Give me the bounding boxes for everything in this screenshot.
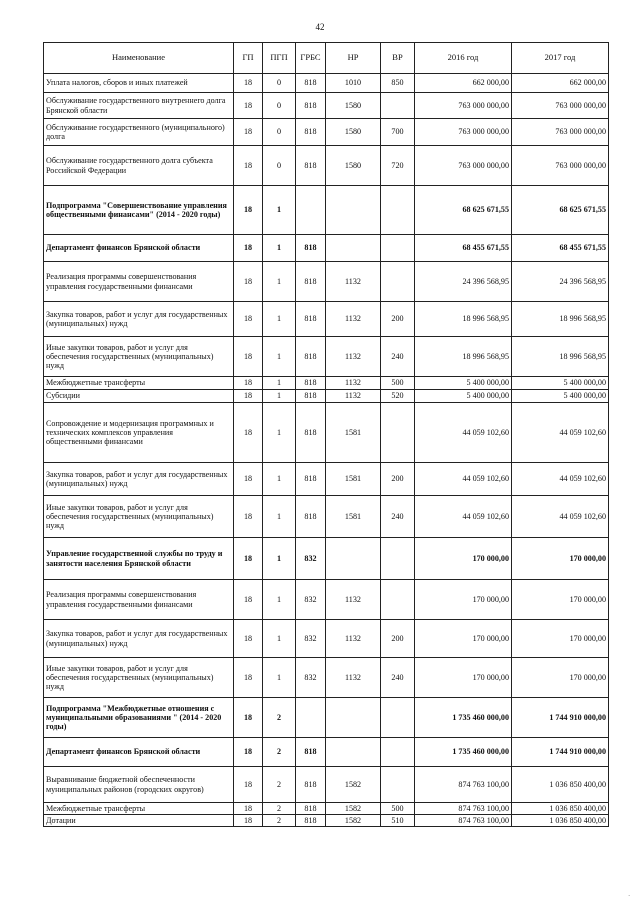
cell-nr	[326, 738, 381, 767]
page-number: 42	[315, 22, 325, 32]
cell-2017: 763 000 000,00	[512, 119, 609, 146]
cell-nr: 1581	[326, 463, 381, 496]
cell-grbs: 818	[296, 377, 326, 390]
cell-vr	[381, 93, 415, 119]
cell-name: Департамент финансов Брянской области	[44, 235, 234, 262]
cell-gp: 18	[234, 580, 263, 620]
cell-pgp: 1	[263, 620, 296, 658]
cell-nr: 1132	[326, 620, 381, 658]
table-header-row	[44, 43, 609, 74]
table-row	[44, 337, 609, 377]
cell-name: Иные закупки товаров, работ и услуг для обеспечения государственных (муниципальных) нужд	[44, 658, 234, 698]
header-name: Наименование	[44, 43, 234, 74]
table-row	[44, 119, 609, 146]
cell-name: Обслуживание государственного (муниципального) долга	[44, 119, 234, 146]
table-row	[44, 403, 609, 463]
cell-grbs: 832	[296, 658, 326, 698]
cell-name: Иные закупки товаров, работ и услуг для обеспечения государственных (муниципальных) нужд	[44, 337, 234, 377]
cell-vr: 200	[381, 463, 415, 496]
table-row	[44, 767, 609, 803]
cell-2016: 874 763 100,00	[415, 767, 512, 803]
cell-pgp: 1	[263, 496, 296, 538]
table-row	[44, 74, 609, 93]
cell-nr: 1580	[326, 119, 381, 146]
cell-gp: 18	[234, 738, 263, 767]
cell-nr: 1582	[326, 803, 381, 815]
cell-vr: 500	[381, 377, 415, 390]
cell-vr: 510	[381, 815, 415, 827]
cell-grbs	[296, 186, 326, 235]
cell-name: Выравнивание бюджетной обеспеченности муниципальных районов (городских округов)	[44, 767, 234, 803]
cell-2016: 763 000 000,00	[415, 146, 512, 186]
cell-2016: 662 000,00	[415, 74, 512, 93]
cell-gp: 18	[234, 119, 263, 146]
cell-gp: 18	[234, 803, 263, 815]
cell-vr: 240	[381, 658, 415, 698]
table-row	[44, 620, 609, 658]
cell-2017: 763 000 000,00	[512, 146, 609, 186]
cell-gp: 18	[234, 93, 263, 119]
cell-vr	[381, 262, 415, 302]
cell-2017: 5 400 000,00	[512, 377, 609, 390]
budget-table	[43, 42, 609, 827]
cell-gp: 18	[234, 390, 263, 403]
cell-vr	[381, 186, 415, 235]
cell-pgp: 0	[263, 74, 296, 93]
table-row	[44, 698, 609, 738]
cell-2016: 18 996 568,95	[415, 302, 512, 337]
cell-nr: 1132	[326, 377, 381, 390]
cell-grbs: 818	[296, 390, 326, 403]
cell-name: Управление государственной службы по труду и занятости населения Брянской области	[44, 538, 234, 580]
cell-grbs: 818	[296, 403, 326, 463]
cell-grbs: 818	[296, 738, 326, 767]
cell-pgp: 1	[263, 262, 296, 302]
table-row	[44, 538, 609, 580]
cell-2017: 1 744 910 000,00	[512, 698, 609, 738]
table-row	[44, 235, 609, 262]
cell-2016: 68 455 671,55	[415, 235, 512, 262]
cell-nr	[326, 186, 381, 235]
cell-gp: 18	[234, 767, 263, 803]
cell-name: Иные закупки товаров, работ и услуг для обеспечения государственных (муниципальных) нужд	[44, 496, 234, 538]
cell-grbs	[296, 698, 326, 738]
cell-grbs: 818	[296, 337, 326, 377]
table-row	[44, 186, 609, 235]
cell-2016: 18 996 568,95	[415, 337, 512, 377]
cell-grbs: 818	[296, 496, 326, 538]
cell-name: Субсидии	[44, 390, 234, 403]
cell-nr: 1132	[326, 390, 381, 403]
cell-2017: 170 000,00	[512, 620, 609, 658]
cell-vr	[381, 235, 415, 262]
cell-2016: 44 059 102,60	[415, 463, 512, 496]
cell-2017: 24 396 568,95	[512, 262, 609, 302]
cell-grbs: 818	[296, 302, 326, 337]
cell-2017: 18 996 568,95	[512, 302, 609, 337]
cell-nr: 1582	[326, 815, 381, 827]
cell-vr: 850	[381, 74, 415, 93]
cell-gp: 18	[234, 337, 263, 377]
cell-2016: 24 396 568,95	[415, 262, 512, 302]
table-row	[44, 390, 609, 403]
cell-pgp: 1	[263, 337, 296, 377]
cell-nr: 1582	[326, 767, 381, 803]
cell-pgp: 1	[263, 403, 296, 463]
table-row	[44, 496, 609, 538]
header-gp: ГП	[234, 43, 263, 74]
cell-2016: 5 400 000,00	[415, 377, 512, 390]
scan-mark: .	[628, 890, 630, 898]
cell-2016: 170 000,00	[415, 620, 512, 658]
cell-2016: 170 000,00	[415, 538, 512, 580]
cell-grbs: 832	[296, 580, 326, 620]
cell-2017: 68 625 671,55	[512, 186, 609, 235]
cell-pgp: 1	[263, 390, 296, 403]
cell-pgp: 1	[263, 463, 296, 496]
cell-nr: 1581	[326, 403, 381, 463]
header-nr: НР	[326, 43, 381, 74]
table-row	[44, 803, 609, 815]
cell-nr: 1581	[326, 496, 381, 538]
cell-name: Реализация программы совершенствования управления государственными финансами	[44, 262, 234, 302]
table-row	[44, 580, 609, 620]
cell-nr	[326, 538, 381, 580]
cell-gp: 18	[234, 403, 263, 463]
cell-grbs: 818	[296, 815, 326, 827]
cell-vr	[381, 698, 415, 738]
cell-2017: 1 036 850 400,00	[512, 767, 609, 803]
cell-nr: 1132	[326, 658, 381, 698]
cell-2017: 1 036 850 400,00	[512, 803, 609, 815]
cell-grbs: 818	[296, 767, 326, 803]
cell-2016: 763 000 000,00	[415, 93, 512, 119]
cell-2017: 170 000,00	[512, 580, 609, 620]
cell-vr	[381, 767, 415, 803]
cell-2017: 44 059 102,60	[512, 403, 609, 463]
cell-grbs: 818	[296, 803, 326, 815]
cell-2016: 763 000 000,00	[415, 119, 512, 146]
cell-pgp: 1	[263, 377, 296, 390]
cell-nr	[326, 698, 381, 738]
cell-vr: 200	[381, 620, 415, 658]
table-row	[44, 658, 609, 698]
cell-2016: 44 059 102,60	[415, 496, 512, 538]
cell-grbs: 818	[296, 74, 326, 93]
table-row	[44, 146, 609, 186]
cell-gp: 18	[234, 262, 263, 302]
cell-2016: 874 763 100,00	[415, 803, 512, 815]
table-row	[44, 377, 609, 390]
cell-nr: 1580	[326, 146, 381, 186]
header-2016: 2016 год	[415, 43, 512, 74]
table-row	[44, 93, 609, 119]
cell-gp: 18	[234, 538, 263, 580]
cell-pgp: 2	[263, 815, 296, 827]
cell-gp: 18	[234, 186, 263, 235]
cell-grbs: 832	[296, 620, 326, 658]
cell-pgp: 0	[263, 146, 296, 186]
header-2017: 2017 год	[512, 43, 609, 74]
cell-name: Сопровождение и модернизация программных и технических комплексов управления общественными финансами	[44, 403, 234, 463]
cell-2016: 1 735 460 000,00	[415, 738, 512, 767]
cell-2016: 874 763 100,00	[415, 815, 512, 827]
cell-2017: 44 059 102,60	[512, 463, 609, 496]
cell-name: Реализация программы совершенствования управления государственными финансами	[44, 580, 234, 620]
cell-gp: 18	[234, 463, 263, 496]
cell-gp: 18	[234, 698, 263, 738]
cell-gp: 18	[234, 235, 263, 262]
cell-nr: 1010	[326, 74, 381, 93]
cell-gp: 18	[234, 815, 263, 827]
cell-name: Департамент финансов Брянской области	[44, 738, 234, 767]
cell-vr: 720	[381, 146, 415, 186]
cell-2017: 662 000,00	[512, 74, 609, 93]
table-row	[44, 262, 609, 302]
cell-2017: 170 000,00	[512, 538, 609, 580]
cell-vr: 500	[381, 803, 415, 815]
cell-vr: 200	[381, 302, 415, 337]
cell-vr: 700	[381, 119, 415, 146]
table-row	[44, 815, 609, 827]
cell-vr: 240	[381, 496, 415, 538]
cell-pgp: 1	[263, 302, 296, 337]
cell-2016: 5 400 000,00	[415, 390, 512, 403]
cell-grbs: 818	[296, 119, 326, 146]
cell-2017: 170 000,00	[512, 658, 609, 698]
cell-pgp: 2	[263, 803, 296, 815]
cell-2016: 170 000,00	[415, 658, 512, 698]
cell-gp: 18	[234, 146, 263, 186]
cell-nr: 1132	[326, 302, 381, 337]
cell-name: Закупка товаров, работ и услуг для государственных (муниципальных) нужд	[44, 463, 234, 496]
cell-name: Подпрограмма "Совершенствование управления общественными финансами" (2014 - 2020 годы)	[44, 186, 234, 235]
cell-vr: 240	[381, 337, 415, 377]
cell-2017: 763 000 000,00	[512, 93, 609, 119]
cell-2017: 1 744 910 000,00	[512, 738, 609, 767]
cell-name: Закупка товаров, работ и услуг для государственных (муниципальных) нужд	[44, 302, 234, 337]
cell-name: Обслуживание государственного долга субъекта Российской Федерации	[44, 146, 234, 186]
cell-pgp: 1	[263, 235, 296, 262]
cell-pgp: 0	[263, 119, 296, 146]
cell-name: Уплата налогов, сборов и иных платежей	[44, 74, 234, 93]
cell-gp: 18	[234, 496, 263, 538]
cell-2016: 170 000,00	[415, 580, 512, 620]
header-pgp: ПГП	[263, 43, 296, 74]
table-row	[44, 738, 609, 767]
cell-2016: 68 625 671,55	[415, 186, 512, 235]
cell-pgp: 2	[263, 738, 296, 767]
cell-2017: 1 036 850 400,00	[512, 815, 609, 827]
cell-name: Межбюджетные трансферты	[44, 377, 234, 390]
cell-grbs: 818	[296, 235, 326, 262]
table-body	[44, 74, 609, 827]
cell-name: Подпрограмма "Межбюджетные отношения с муниципальными образованиями " (2014 - 2020 годы)	[44, 698, 234, 738]
cell-pgp: 2	[263, 698, 296, 738]
cell-gp: 18	[234, 74, 263, 93]
cell-name: Обслуживание государственного внутреннего долга Брянской области	[44, 93, 234, 119]
header-vr: ВР	[381, 43, 415, 74]
cell-pgp: 1	[263, 186, 296, 235]
cell-nr: 1580	[326, 93, 381, 119]
cell-vr	[381, 538, 415, 580]
cell-nr: 1132	[326, 580, 381, 620]
cell-2017: 68 455 671,55	[512, 235, 609, 262]
cell-gp: 18	[234, 620, 263, 658]
cell-vr	[381, 403, 415, 463]
cell-nr: 1132	[326, 262, 381, 302]
cell-2016: 1 735 460 000,00	[415, 698, 512, 738]
cell-2017: 5 400 000,00	[512, 390, 609, 403]
cell-vr	[381, 738, 415, 767]
cell-grbs: 818	[296, 146, 326, 186]
table-row	[44, 302, 609, 337]
cell-grbs: 832	[296, 538, 326, 580]
cell-name: Межбюджетные трансферты	[44, 803, 234, 815]
cell-2016: 44 059 102,60	[415, 403, 512, 463]
cell-pgp: 1	[263, 658, 296, 698]
cell-grbs: 818	[296, 463, 326, 496]
cell-pgp: 2	[263, 767, 296, 803]
cell-gp: 18	[234, 302, 263, 337]
cell-2017: 44 059 102,60	[512, 496, 609, 538]
cell-pgp: 1	[263, 580, 296, 620]
cell-name: Закупка товаров, работ и услуг для государственных (муниципальных) нужд	[44, 620, 234, 658]
cell-pgp: 0	[263, 93, 296, 119]
cell-gp: 18	[234, 377, 263, 390]
cell-vr	[381, 580, 415, 620]
table-row	[44, 463, 609, 496]
cell-nr: 1132	[326, 337, 381, 377]
cell-grbs: 818	[296, 262, 326, 302]
cell-grbs: 818	[296, 93, 326, 119]
cell-2017: 18 996 568,95	[512, 337, 609, 377]
cell-vr: 520	[381, 390, 415, 403]
cell-gp: 18	[234, 658, 263, 698]
header-grbs: ГРБС	[296, 43, 326, 74]
cell-pgp: 1	[263, 538, 296, 580]
cell-name: Дотации	[44, 815, 234, 827]
cell-nr	[326, 235, 381, 262]
